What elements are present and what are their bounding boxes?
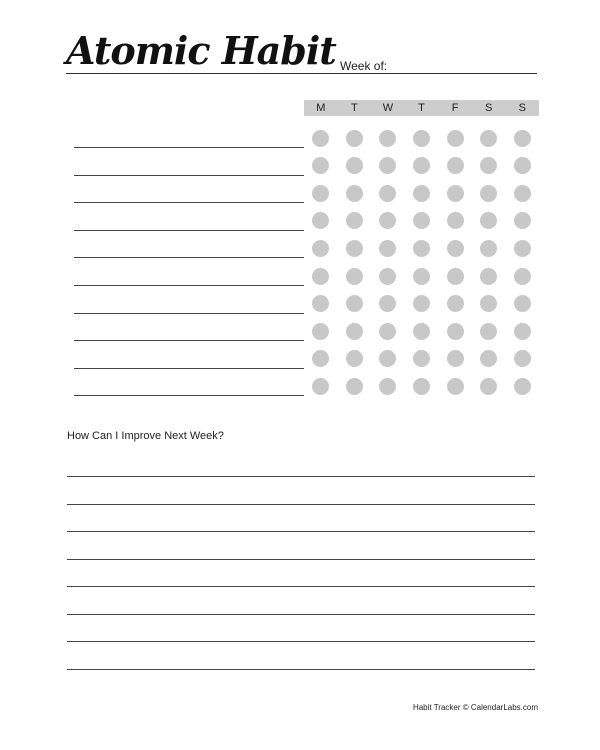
- habit-check-circle[interactable]: [312, 268, 329, 285]
- habit-check-circle[interactable]: [379, 378, 396, 395]
- habit-check-circle[interactable]: [312, 323, 329, 340]
- day-header: T: [418, 102, 425, 114]
- habit-check-circle[interactable]: [514, 240, 531, 257]
- habit-check-circle[interactable]: [346, 378, 363, 395]
- habit-check-circle[interactable]: [413, 350, 430, 367]
- habit-check-circle[interactable]: [346, 295, 363, 312]
- footer-credit: Habit Tracker © CalendarLabs.com: [412, 703, 538, 712]
- habit-check-circle[interactable]: [514, 350, 531, 367]
- habit-check-circle[interactable]: [379, 268, 396, 285]
- habit-check-circle[interactable]: [480, 350, 497, 367]
- habit-check-circle[interactable]: [480, 378, 497, 395]
- habit-check-circle[interactable]: [514, 130, 531, 147]
- habit-check-circle[interactable]: [312, 130, 329, 147]
- note-line[interactable]: [67, 614, 535, 615]
- habit-check-circle[interactable]: [413, 212, 430, 229]
- habit-check-circle[interactable]: [312, 185, 329, 202]
- habit-check-circle[interactable]: [312, 295, 329, 312]
- week-of-label: Week of:: [340, 59, 388, 73]
- habit-name-line[interactable]: [74, 257, 304, 258]
- habit-check-circle[interactable]: [447, 350, 464, 367]
- habit-name-line[interactable]: [74, 368, 304, 369]
- habit-check-circle[interactable]: [413, 157, 430, 174]
- habit-check-circle[interactable]: [379, 295, 396, 312]
- habit-check-circle[interactable]: [346, 185, 363, 202]
- habit-check-circle[interactable]: [480, 323, 497, 340]
- habit-check-circle[interactable]: [413, 185, 430, 202]
- habit-check-circle[interactable]: [312, 212, 329, 229]
- habit-check-circle[interactable]: [447, 268, 464, 285]
- habit-check-circle[interactable]: [480, 268, 497, 285]
- habit-name-line[interactable]: [74, 175, 304, 176]
- habit-check-circle[interactable]: [346, 240, 363, 257]
- day-header: M: [316, 102, 326, 114]
- habit-check-circle[interactable]: [447, 240, 464, 257]
- habit-check-circle[interactable]: [413, 240, 430, 257]
- habit-check-circle[interactable]: [379, 130, 396, 147]
- habit-check-circle[interactable]: [514, 185, 531, 202]
- note-line[interactable]: [67, 641, 535, 642]
- habit-check-circle[interactable]: [346, 323, 363, 340]
- habit-check-circle[interactable]: [514, 323, 531, 340]
- habit-check-circle[interactable]: [379, 185, 396, 202]
- note-line[interactable]: [67, 476, 535, 477]
- habit-name-line[interactable]: [74, 313, 304, 314]
- habit-check-circle[interactable]: [447, 212, 464, 229]
- habit-check-circle[interactable]: [346, 268, 363, 285]
- day-header: F: [451, 102, 459, 114]
- habit-check-circle[interactable]: [379, 323, 396, 340]
- habit-check-circle[interactable]: [447, 378, 464, 395]
- habit-check-circle[interactable]: [514, 378, 531, 395]
- habit-check-circle[interactable]: [514, 157, 531, 174]
- habit-name-line[interactable]: [74, 285, 304, 286]
- habit-check-circle[interactable]: [312, 378, 329, 395]
- habit-check-circle[interactable]: [447, 185, 464, 202]
- page-title: Atomic Habit: [66, 28, 336, 73]
- habit-check-circle[interactable]: [346, 350, 363, 367]
- habit-check-circle[interactable]: [379, 157, 396, 174]
- note-line[interactable]: [67, 504, 535, 505]
- habit-check-circle[interactable]: [413, 323, 430, 340]
- weekday-header-bar: [304, 100, 539, 116]
- habit-check-circle[interactable]: [413, 378, 430, 395]
- habit-check-circle[interactable]: [514, 295, 531, 312]
- title-underline: [66, 73, 537, 74]
- habit-check-circle[interactable]: [413, 130, 430, 147]
- habit-check-circle[interactable]: [312, 240, 329, 257]
- habit-name-line[interactable]: [74, 395, 304, 396]
- day-header: S: [518, 102, 526, 114]
- habit-check-circle[interactable]: [379, 350, 396, 367]
- habit-check-circle[interactable]: [480, 212, 497, 229]
- habit-check-circle[interactable]: [413, 295, 430, 312]
- note-line[interactable]: [67, 669, 535, 670]
- note-line[interactable]: [67, 586, 535, 587]
- habit-name-line[interactable]: [74, 340, 304, 341]
- habit-name-line[interactable]: [74, 147, 304, 148]
- habit-check-circle[interactable]: [413, 268, 430, 285]
- habit-check-circle[interactable]: [312, 350, 329, 367]
- habit-check-circle[interactable]: [480, 185, 497, 202]
- habit-check-circle[interactable]: [480, 130, 497, 147]
- habit-check-circle[interactable]: [447, 323, 464, 340]
- habit-check-circle[interactable]: [480, 157, 497, 174]
- habit-check-circle[interactable]: [447, 130, 464, 147]
- day-header: W: [382, 102, 394, 114]
- habit-check-circle[interactable]: [447, 295, 464, 312]
- habit-check-circle[interactable]: [480, 295, 497, 312]
- habit-check-circle[interactable]: [312, 157, 329, 174]
- habit-check-circle[interactable]: [346, 130, 363, 147]
- note-line[interactable]: [67, 559, 535, 560]
- day-header: S: [485, 102, 493, 114]
- habit-check-circle[interactable]: [346, 212, 363, 229]
- habit-check-circle[interactable]: [379, 240, 396, 257]
- habit-name-line[interactable]: [74, 230, 304, 231]
- habit-check-circle[interactable]: [346, 157, 363, 174]
- habit-check-circle[interactable]: [514, 212, 531, 229]
- habit-check-circle[interactable]: [447, 157, 464, 174]
- habit-name-line[interactable]: [74, 202, 304, 203]
- improve-heading: How Can I Improve Next Week?: [67, 430, 224, 442]
- habit-check-circle[interactable]: [379, 212, 396, 229]
- day-header: T: [351, 102, 358, 114]
- note-line[interactable]: [67, 531, 535, 532]
- habit-check-circle[interactable]: [514, 268, 531, 285]
- habit-check-circle[interactable]: [480, 240, 497, 257]
